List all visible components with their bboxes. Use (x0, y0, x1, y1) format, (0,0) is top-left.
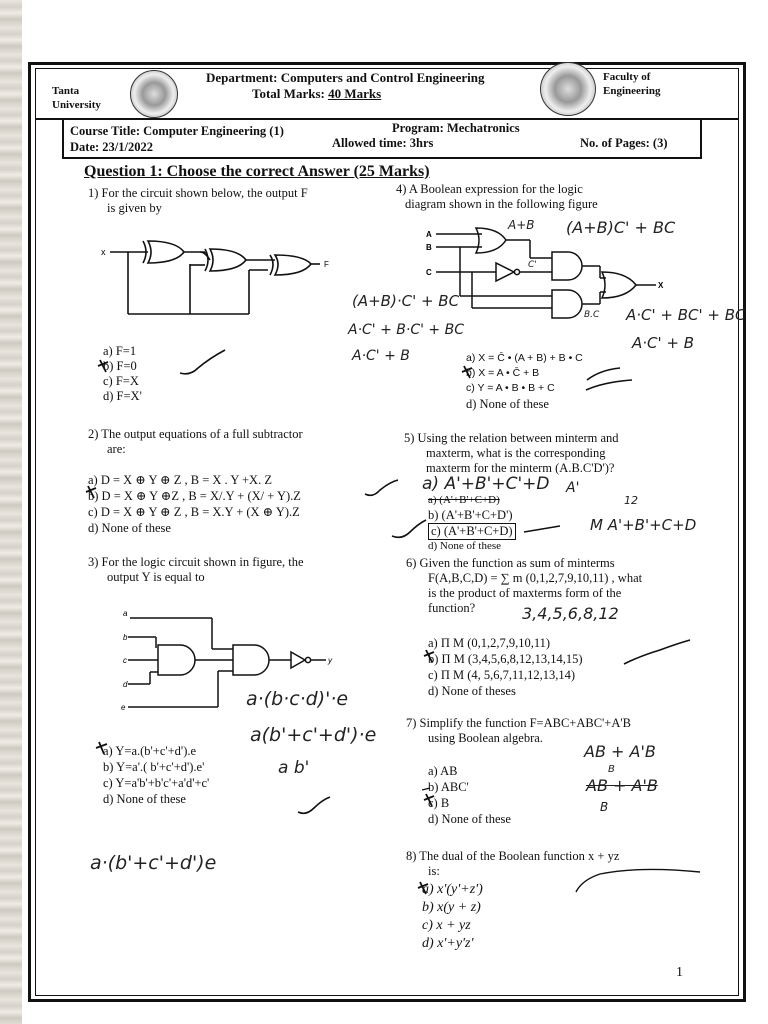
q1-output-f-label: F (324, 260, 329, 269)
handwriting-q4-a: A+B (508, 218, 535, 232)
total-marks: Total Marks: 40 Marks (252, 86, 382, 101)
handwriting-q7-a: AB + A'B (584, 742, 656, 761)
department: Department: Computers and Control Engineering (206, 70, 485, 85)
handwriting-q4-c: (A+B)·C' + BC (352, 292, 460, 310)
handwriting-q4-d: A·C' + B·C' + BC (348, 322, 464, 338)
q4-option-c[interactable]: c) Y = A • B • B + C (466, 382, 555, 394)
allowed-time: Allowed time: 3hrs (332, 136, 434, 150)
q4-text-line1: 4) A Boolean expression for the logic (396, 182, 583, 196)
q4-input-b: B (426, 243, 432, 252)
q6-text-line3: is the product of maxterms form of the (428, 586, 622, 600)
q4-input-c: C (426, 268, 432, 277)
q2-text-line1: 2) The output equations of a full subtractor (88, 427, 303, 441)
q6-text-line4: function? (428, 601, 476, 615)
q3-option-b[interactable]: b) Y=a'.( b'+c'+d').e' (103, 760, 205, 774)
handwriting-q6-a: 3,4,5,6,8,12 (522, 604, 619, 623)
handwriting-q3-a: a·(b·c·d)'·e (246, 688, 349, 710)
q6-text-line2: F(A,B,C,D) = ∑ m (0,1,2,7,9,10,11) , what (428, 571, 643, 585)
q2-option-b[interactable]: b) D = X ⊕ Y ⊕Z , B = X/.Y + (X/ + Y).Z (88, 489, 301, 503)
handwriting-q7-b: B (608, 764, 615, 775)
handwriting-q4-g: A·C' + B (632, 334, 695, 352)
q4-output-x: X (658, 281, 664, 290)
q7-option-d[interactable]: d) None of these (428, 812, 511, 826)
q4-input-a: A (426, 230, 432, 239)
q8-option-d[interactable]: d) x'+y'z' (422, 936, 474, 951)
number-of-pages: No. of Pages: (3) (580, 136, 668, 150)
q1-input-x-label: x (101, 247, 106, 257)
faculty-name: Faculty of Engineering (603, 71, 661, 97)
q2-option-a[interactable]: a) D = X ⊕ Y ⊕ Z , B = X . Y +X. Z (88, 473, 272, 487)
q1-option-d[interactable]: d) F=X' (103, 389, 142, 403)
q6-text-line1: 6) Given the function as sum of minterms (406, 556, 615, 570)
q7-text-line1: 7) Simplify the function F=ABC+ABC'+A'B (406, 716, 631, 730)
q3-option-c[interactable]: c) Y=a'b'+b'c'+a'd'+c' (103, 776, 210, 790)
q3-input-e: e (121, 703, 126, 712)
q8-text-line2: is: (428, 864, 440, 878)
q8-option-c[interactable]: c) x + yz (422, 918, 471, 933)
q2-text-line2: are: (107, 442, 126, 456)
q1-text-line2: is given by (107, 201, 162, 215)
program: Program: Mechatronics (392, 121, 520, 135)
handwriting-q5-d: 12 (624, 494, 638, 507)
q4-option-d[interactable]: d) None of these (466, 397, 549, 411)
handwriting-q4-bc-gate: B.C (584, 310, 600, 320)
q3-text-line1: 3) For the logic circuit shown in figure, the (88, 555, 304, 569)
q3-input-a: a (123, 609, 128, 618)
q3-option-a[interactable]: a) Y=a.(b'+c'+d').e (103, 744, 197, 758)
q5-option-c[interactable]: c) (A'+B'+C+D) (428, 523, 516, 540)
handwriting-q4-e: A·C' + B (352, 348, 410, 364)
q3-input-c: c (123, 656, 127, 665)
q6-option-c[interactable]: c) Π M (4, 5,6,7,11,12,13,14) (428, 668, 576, 682)
handwriting-q5-b: A' (566, 480, 580, 496)
handwriting-q7-d: B (600, 800, 609, 814)
q3-input-d: d (123, 680, 128, 689)
q5-text-line3: maxterm for the minterm (A.B.C'D')? (426, 461, 615, 475)
q1-option-c[interactable]: c) F=X (103, 374, 139, 388)
question-title: Question 1: Choose the correct Answer (25 Marks) (84, 163, 430, 180)
q7-option-a[interactable]: a) AB (428, 764, 458, 778)
handwriting-q5-c: M A'+B'+C+D (590, 516, 697, 534)
q6-option-a[interactable]: a) Π M (0,1,2,7,9,10,11) (428, 636, 551, 650)
q4-text-line2: diagram shown in the following figure (405, 197, 598, 211)
q6-option-d[interactable]: d) None of theses (428, 684, 516, 698)
q2-option-d[interactable]: d) None of these (88, 521, 171, 535)
q8-option-b[interactable]: b) x(y + z) (422, 900, 481, 915)
q8-option-a[interactable]: a) x'(y'+z') (422, 882, 483, 897)
page-number: 1 (676, 965, 683, 980)
handwriting-q5-a: a) A'+B'+C'+D (422, 474, 550, 494)
handwriting-q4-f: A·C' + BC' + BC (626, 306, 746, 324)
q5-option-a[interactable]: a) (A'+B'+C+D) (428, 494, 500, 506)
handwriting-q3-c: a b' (278, 758, 310, 778)
q1-text-line1: 1) For the circuit shown below, the output F (88, 186, 308, 200)
handwriting-q4-c-gate: C' (528, 260, 537, 270)
q1-option-b[interactable]: b) F=0 (103, 359, 137, 373)
university-name: Tanta University (52, 85, 101, 111)
q5-text-line2: maxterm, what is the corresponding (426, 446, 606, 460)
q7-option-b[interactable]: b) ABC' (428, 780, 469, 794)
q5-option-b[interactable]: b) (A'+B'+C+D') (428, 508, 513, 522)
q6-option-b[interactable]: b) Π M (3,4,5,6,8,12,13,14,15) (428, 652, 583, 666)
q3-text-line2: output Y is equal to (107, 570, 205, 584)
q3-option-d[interactable]: d) None of these (103, 792, 186, 806)
q4-option-b[interactable]: b) X = A • C̄ + B (466, 367, 540, 379)
q2-option-c[interactable]: c) D = X ⊕ Y ⊕ Z , B = X.Y + (X ⊕ Y).Z (88, 505, 300, 519)
handwriting-q3-d: a·(b'+c'+d')e (90, 852, 217, 874)
q4-option-a[interactable]: a) X = C̄ • (A + B) + B • C (466, 352, 583, 364)
q5-text-line1: 5) Using the relation between minterm and (404, 431, 619, 445)
q5-option-d[interactable]: d) None of these (428, 540, 502, 552)
q7-option-c[interactable]: c) B (428, 796, 450, 810)
q8-text-line1: 8) The dual of the Boolean function x + yz (406, 849, 620, 863)
handwriting-q4-b: (A+B)C' + BC (566, 218, 676, 237)
q3-output-y: y (328, 656, 332, 665)
q3-input-b: b (123, 633, 128, 642)
exam-date: Date: 23/1/2022 (70, 140, 153, 154)
handwriting-q7-c: AB + A'B (586, 776, 658, 795)
handwriting-q3-b: a(b'+c'+d')·e (250, 724, 377, 746)
course-title: Course Title: Computer Engineering (1) (70, 124, 284, 138)
q1-option-a[interactable]: a) F=1 (103, 344, 137, 358)
q7-text-line2: using Boolean algebra. (428, 731, 543, 745)
